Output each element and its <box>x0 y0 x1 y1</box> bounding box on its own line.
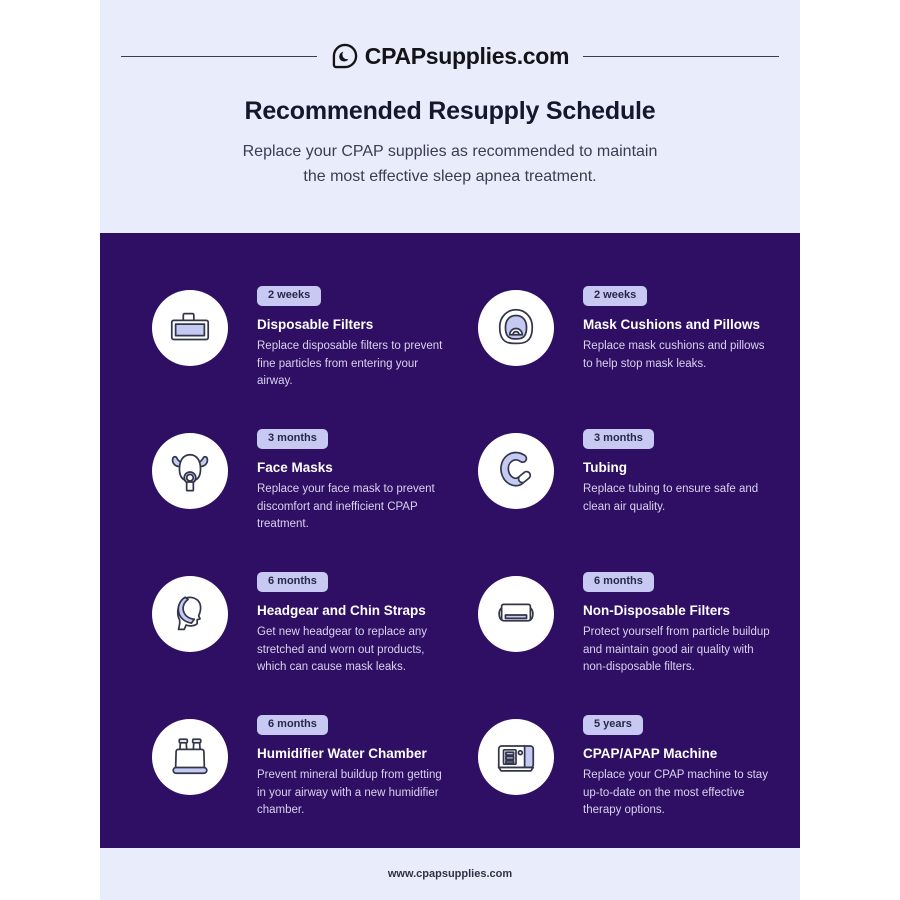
card-cpap-machine <box>478 712 783 855</box>
interval-badge: 6 months <box>257 715 328 735</box>
resupply-grid <box>100 233 800 848</box>
item-title: Face Masks <box>257 460 333 476</box>
item-title: Disposable Filters <box>257 317 374 333</box>
card-non-disposable-filters <box>478 569 783 712</box>
interval-badge: 6 months <box>583 572 654 592</box>
cpap-machine-icon <box>478 719 554 795</box>
interval-badge: 5 years <box>583 715 643 735</box>
interval-badge: 3 months <box>583 429 654 449</box>
cpapsupplies-logo <box>331 42 569 70</box>
item-title: Non-Disposable Filters <box>583 603 731 619</box>
card-mask-cushions <box>478 283 783 426</box>
face-mask-icon <box>152 433 228 509</box>
item-description: Prevent mineral buildup from getting in your airway with a new humidifier chamber. <box>257 769 442 817</box>
item-description: Replace your face mask to prevent discomfort and inefficient CPAP treatment. <box>257 483 435 531</box>
item-title: CPAP/APAP Machine <box>583 746 718 762</box>
logo-text: CPAPsupplies.com <box>364 42 570 69</box>
item-description: Protect yourself from particle buildup and maintain good air quality with non-disposable filters. <box>583 626 770 674</box>
item-description: Replace disposable filters to prevent fine particles from entering your airway. <box>257 340 443 388</box>
card-humidifier-chamber <box>152 712 478 855</box>
moon-bubble-icon <box>331 42 359 70</box>
footer-url: www.cpapsupplies.com <box>387 868 513 880</box>
page-subtitle: Replace your CPAP supplies as recommended to maintain the most effective sleep apnea treatment. <box>242 143 658 185</box>
logo-rule-left <box>121 56 317 57</box>
disposable-filter-icon <box>152 290 228 366</box>
interval-badge: 6 months <box>257 572 328 592</box>
item-title: Humidifier Water Chamber <box>257 746 427 762</box>
card-tubing <box>478 426 783 569</box>
non-disposable-filter-icon <box>478 576 554 652</box>
item-title: Tubing <box>583 460 627 476</box>
item-description: Replace tubing to ensure safe and clean air quality. <box>583 483 759 513</box>
mask-cushion-icon <box>478 290 554 366</box>
tubing-icon <box>478 433 554 509</box>
footer <box>100 848 800 900</box>
item-title: Headgear and Chin Straps <box>257 603 426 619</box>
logo-row <box>100 42 800 70</box>
item-title: Mask Cushions and Pillows <box>583 317 761 333</box>
interval-badge: 3 months <box>257 429 328 449</box>
card-disposable-filters <box>152 283 478 426</box>
humidifier-icon <box>152 719 228 795</box>
item-description: Get new headgear to replace any stretched and worn out products, which can cause mask leaks. <box>257 626 428 674</box>
interval-badge: 2 weeks <box>257 286 321 306</box>
page-title: Recommended Resupply Schedule <box>244 97 656 125</box>
card-face-masks <box>152 426 478 569</box>
item-description: Replace mask cushions and pillows to help stop mask leaks. <box>583 340 765 370</box>
item-description: Replace your CPAP machine to stay up-to-date on the most effective therapy options. <box>583 769 768 817</box>
infographic-page <box>100 0 800 900</box>
headgear-icon <box>152 576 228 652</box>
card-headgear <box>152 569 478 712</box>
logo-rule-right <box>583 56 779 57</box>
header <box>100 0 800 233</box>
interval-badge: 2 weeks <box>583 286 647 306</box>
